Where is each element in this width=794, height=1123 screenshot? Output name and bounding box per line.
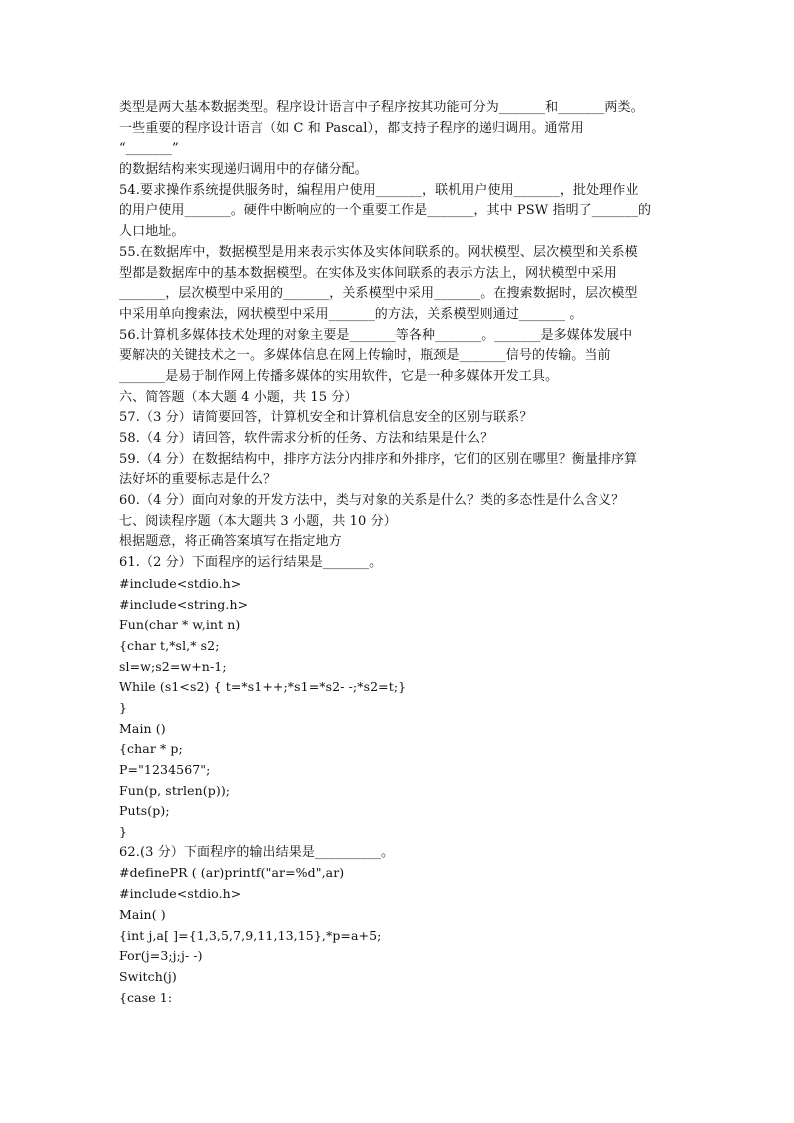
code-line: Fun(char * w,int n) [119, 617, 241, 633]
text-line: 的用户使用_______。硬件中断响应的一个重要工作是_______，其中 PSW 指明了_______的 [119, 203, 652, 219]
text-line: 61.（2 分）下面程序的运行结果是_______。 [119, 555, 383, 571]
text-line: “_______” [119, 141, 179, 157]
code-line: #include<stdio.h> [119, 575, 242, 591]
code-line: {char * p; [119, 741, 183, 757]
code-line: Main( ) [119, 906, 166, 922]
text-line: 类型是两大基本数据类型。程序设计语言中子程序按其功能可分为_______和_______两类。 [119, 100, 644, 115]
text-line: 59.（4 分）在数据结构中，排序方法分内排序和外排序，它们的区别在哪里？衡量排序算 [119, 451, 638, 467]
code-line: Switch(j) [119, 968, 177, 984]
text-line: 根据题意，将正确答案填写在指定地方 [119, 534, 342, 550]
text-line: 54.要求操作系统提供服务时，编程用户使用_______，联机用户使用_______，批处理作业 [119, 182, 639, 198]
code-line: Fun(p, strlen(p)); [119, 782, 231, 798]
document-page [119, 98, 679, 1008]
code-line: For(j=3;j;j- -) [119, 948, 203, 964]
code-line: #definePR ( (ar)printf("ar=%d",ar) [119, 865, 345, 881]
text-line: 56.计算机多媒体技术处理的对象主要是_______等各种_______。_______是多媒体发展中 [119, 327, 633, 343]
text-line: 57.（3 分）请简要回答，计算机安全和计算机信息安全的区别与联系？ [119, 410, 533, 426]
code-line: {int j,a[ ]={1,3,5,7,9,11,13,15},*p=a+5; [119, 927, 382, 943]
text-line: 的数据结构来实现递归调用中的存储分配。 [119, 162, 368, 178]
text-line: 62.(3 分）下面程序的输出结果是__________。 [119, 844, 395, 860]
text-line: 要解决的关键技术之一。多媒体信息在网上传输时，瓶颈是_______信号的传输。当前 [119, 348, 611, 364]
text-line: 型都是数据库中的基本数据模型。在实体及实体间联系的表示方法上，网状模型中采用 [119, 265, 617, 281]
text-line: 55.在数据库中，数据模型是用来表示实体及实体间联系的。网状模型、层次模型和关系模 [119, 244, 638, 260]
text-line: 法好坏的重要标志是什么？ [119, 472, 277, 488]
code-line: } [119, 699, 128, 715]
code-line: } [119, 824, 128, 840]
code-line: #include<string.h> [119, 596, 249, 612]
text-line: 人口地址。 [119, 224, 185, 240]
code-line: {char t,*sl,* s2; [119, 637, 220, 653]
code-line: {case 1: [119, 989, 173, 1005]
text-line: 60.（4 分）面向对象的开发方法中，类与对象的关系是什么？类的多态性是什么含义？ [119, 493, 625, 509]
text-line: _______是易于制作网上传播多媒体的实用软件，它是一种多媒体开发工具。 [119, 368, 559, 384]
text-line: _______，层次模型中采用的_______，关系模型中采用_______。在搜索数据时，层次模型 [119, 286, 638, 302]
code-line: While (s1<s2) { t=*s1++;*s1=*s2- -;*s2=t;} [119, 679, 407, 695]
text-line: 一些重要的程序设计语言（如 C 和 Pascal），都支持子程序的递归调用。通常用 [119, 120, 584, 136]
text-line: 六、简答题（本大题 4 小题，共 15 分） [119, 389, 358, 405]
code-line: P="1234567"; [119, 762, 211, 777]
text-line: 七、阅读程序题（本大题共 3 小题，共 10 分） [119, 513, 397, 529]
text-line: 中采用单向搜索法，网状模型中采用_______的方法，关系模型则通过_______ 。 [119, 306, 583, 322]
code-line: #include<stdio.h> [119, 886, 242, 902]
code-line: sl=w;s2=w+n-1; [119, 658, 227, 674]
code-line: Main () [119, 720, 166, 736]
text-line: 58.（4 分）请回答，软件需求分析的任务、方法和结果是什么？ [119, 431, 494, 446]
code-line: Puts(p); [119, 803, 170, 819]
